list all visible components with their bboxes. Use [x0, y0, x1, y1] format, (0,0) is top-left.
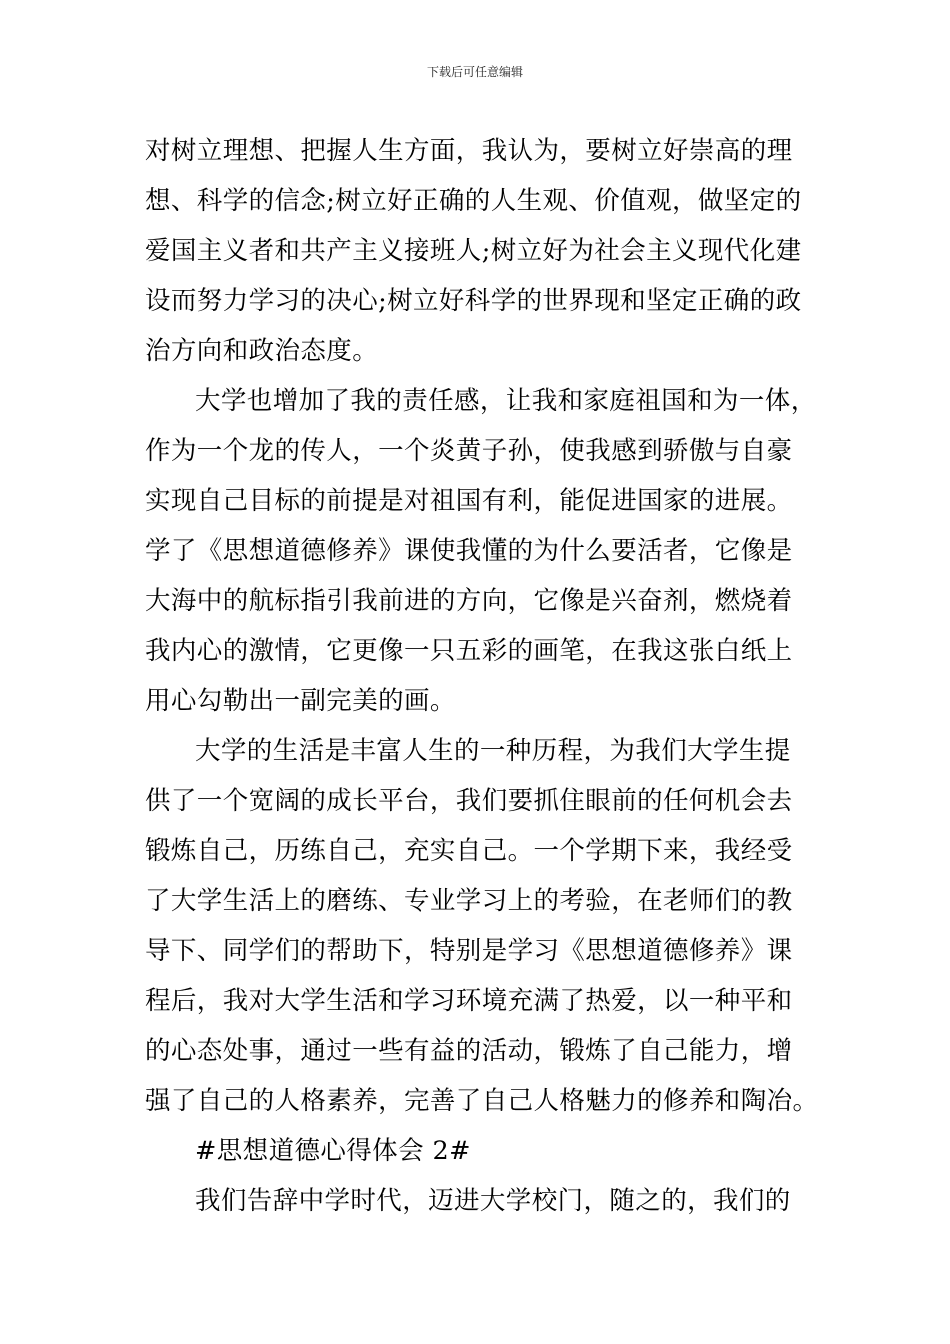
text-line: 我内心的激情，它更像一只五彩的画笔，在我这张白纸上 [145, 636, 793, 666]
text-line: 用心勾勒出一副完美的画。 [145, 686, 456, 716]
text-line: 大海中的航标指引我前进的方向，它像是兴奋剂，燃烧着 [145, 586, 793, 616]
text-line: 的心态处事，通过一些有益的活动，锻炼了自己能力，增 [145, 1036, 793, 1066]
text-line: 爱国主义者和共产主义接班人;树立好为社会主义现代化建 [145, 236, 802, 266]
text-line: 实现自己目标的前提是对祖国有利，能促进国家的进展。 [145, 486, 793, 516]
text-line: 锻炼自己，历练自己，充实自己。一个学期下来，我经受 [145, 836, 793, 866]
text-line: 治方向和政治态度。 [145, 336, 379, 366]
text-line: 对树立理想、把握人生方面，我认为，要树立好崇高的理 [145, 136, 793, 166]
text-line: 供了一个宽阔的成长平台，我们要抓住眼前的任何机会去 [145, 786, 793, 816]
page-header: 下载后可任意编辑 [426, 65, 523, 79]
text-line: 程后，我对大学生活和学习环境充满了热爱，以一种平和 [145, 986, 793, 1016]
document-body [145, 126, 825, 1226]
text-line: 强了自己的人格素养，完善了自己人格魅力的修养和陶冶。 [145, 1086, 819, 1116]
text-line: 设而努力学习的决心;树立好科学的世界现和坚定正确的政 [145, 286, 802, 316]
text-line: 了大学生活上的磨练、专业学习上的考验，在老师们的教 [145, 886, 793, 916]
paragraph-first-line: 我们告辞中学时代，迈进大学校门，随之的，我们的 [195, 1186, 791, 1216]
paragraph-first-line: 大学也增加了我的责任感，让我和家庭祖国和为一体， [195, 386, 817, 416]
text-line: 导下、同学们的帮助下，特别是学习《思想道德修养》课 [145, 936, 793, 966]
text-line: 学了《思想道德修养》课使我懂的为什么要活者，它像是 [145, 536, 793, 566]
text-line: 想、科学的信念;树立好正确的人生观、价值观，做坚定的 [145, 186, 802, 216]
paragraph-first-line: 大学的生活是丰富人生的一种历程，为我们大学生提 [195, 736, 791, 766]
text-line: 作为一个龙的传人，一个炎黄子孙，使我感到骄傲与自豪 [145, 436, 793, 466]
section-heading: #思想道德心得体会 2# [195, 1136, 471, 1166]
